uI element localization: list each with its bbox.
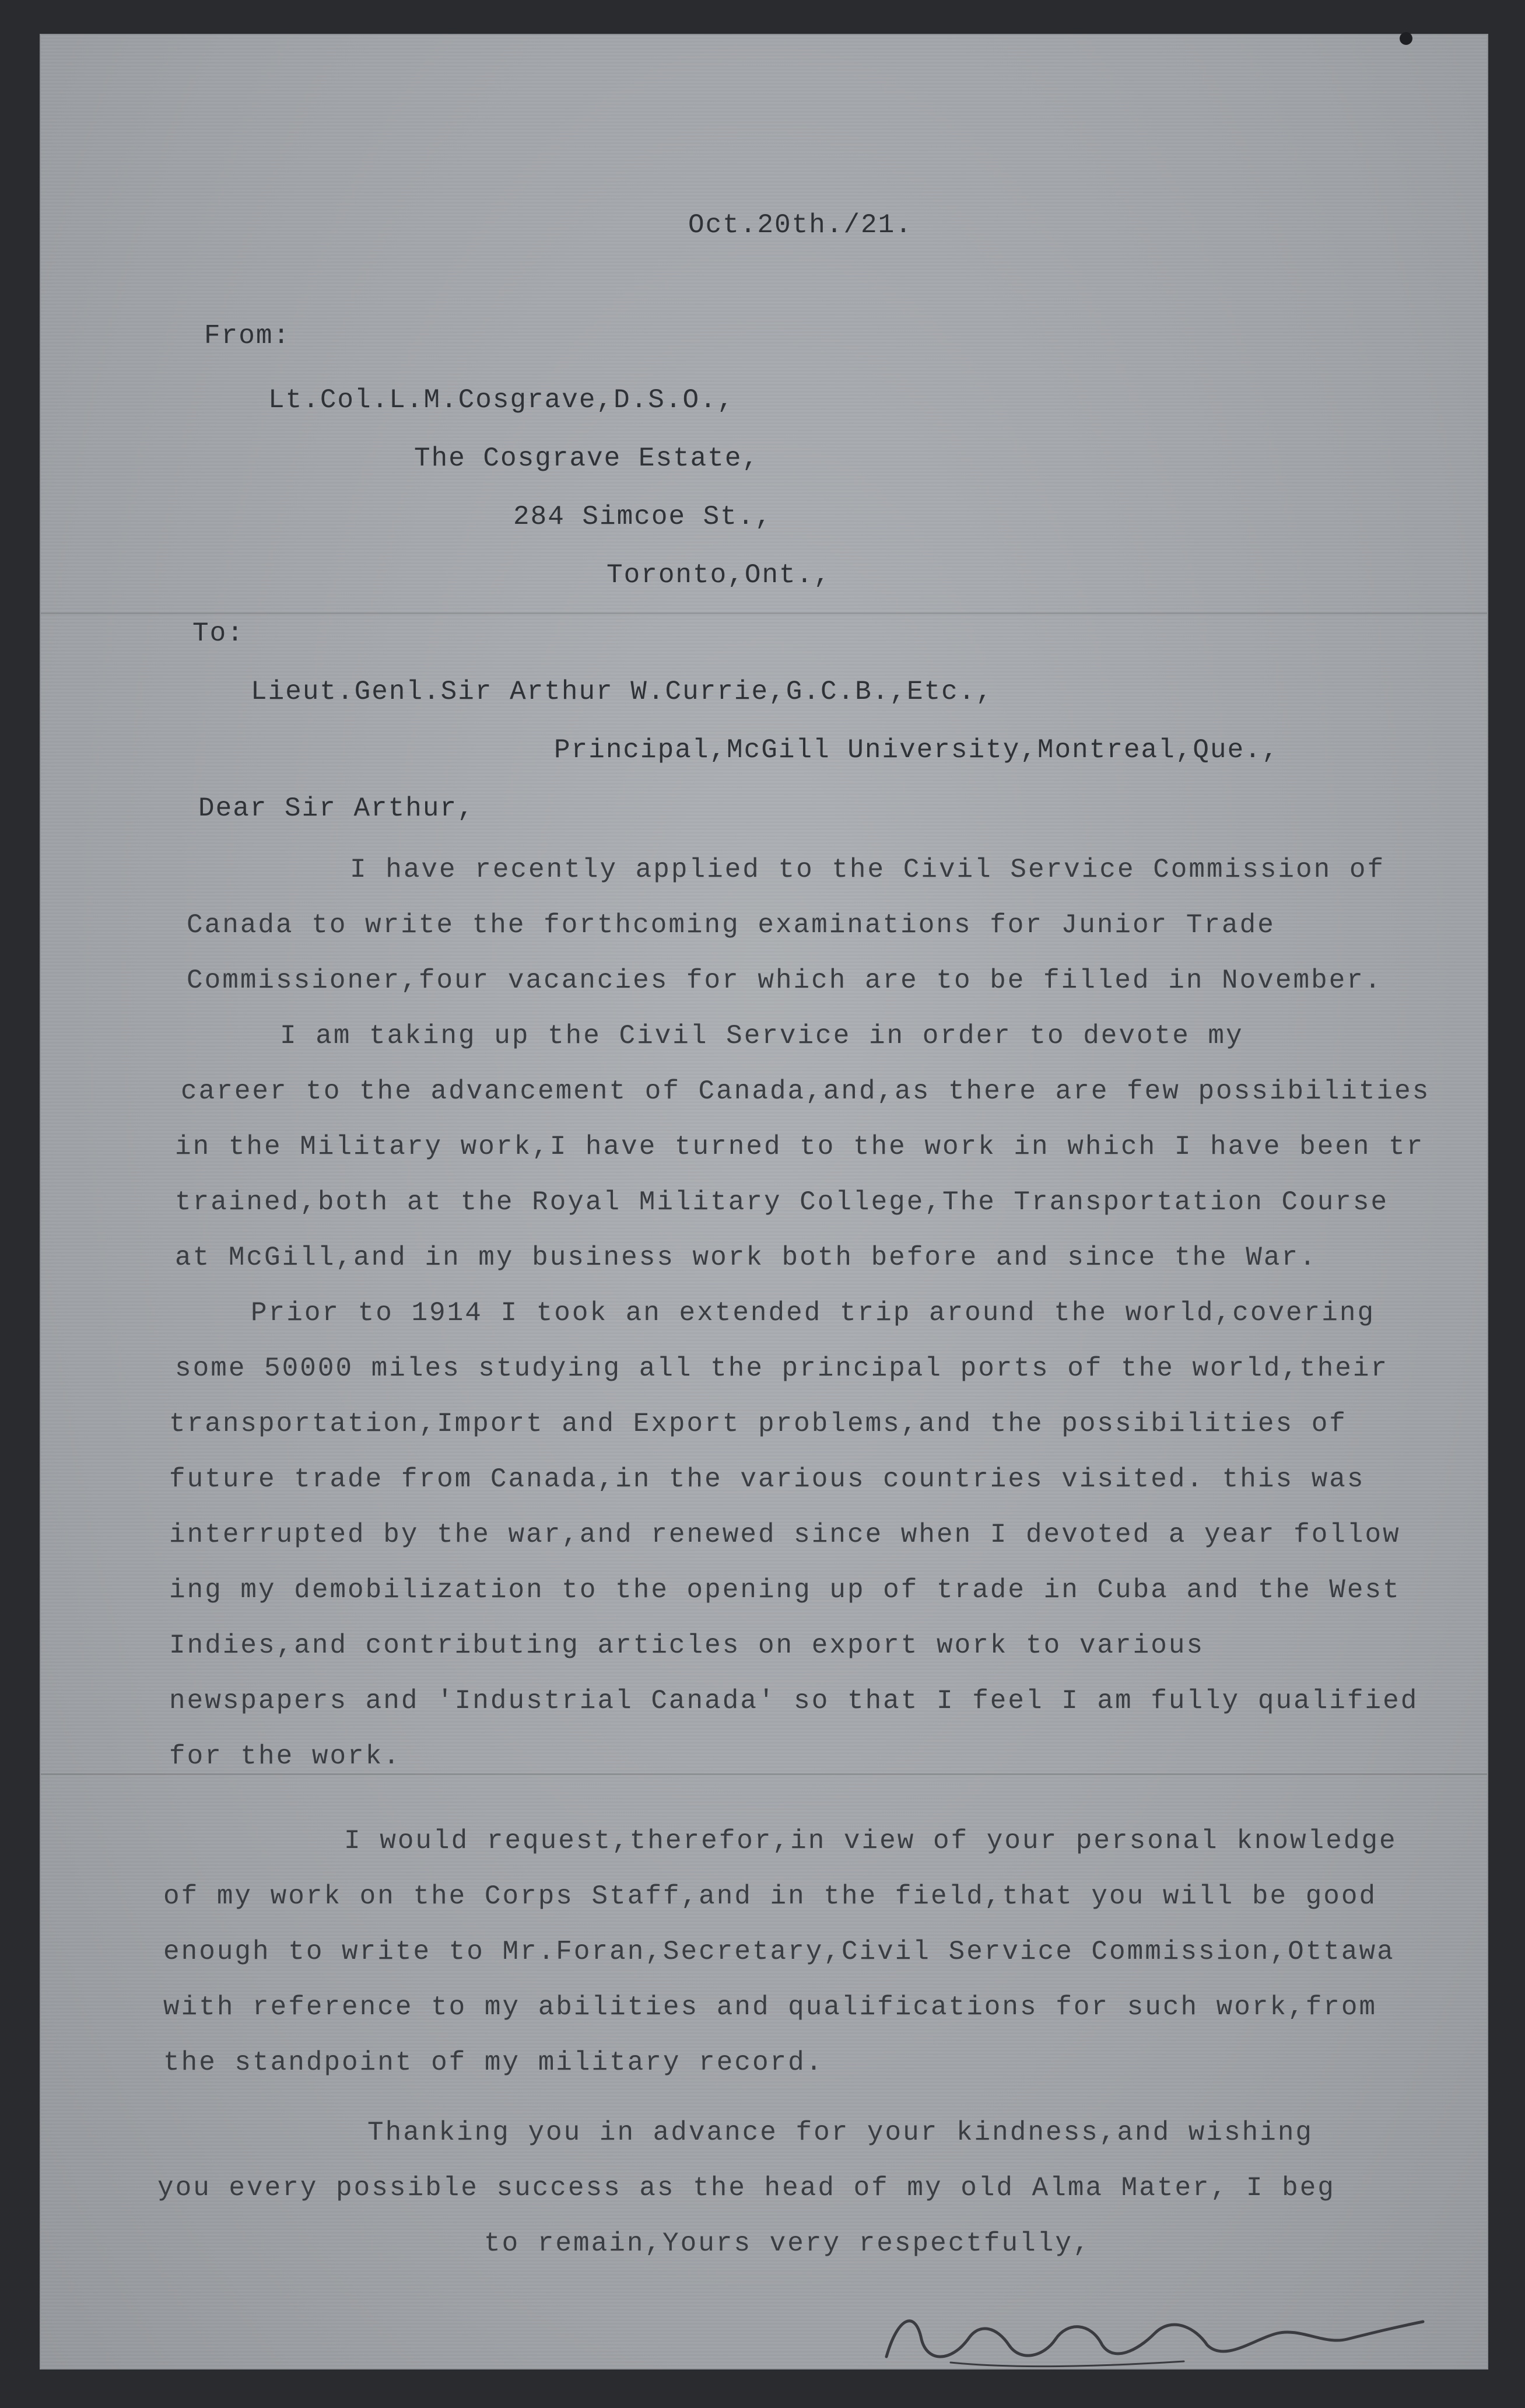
body-line: interrupted by the war,and renewed since when I devoted a year follow <box>169 1520 1401 1550</box>
body-line: ing my demobilization to the opening up of trade in Cuba and the West <box>169 1575 1401 1605</box>
body-line: newspapers and 'Industrial Canada' so that I feel I am fully qualified <box>169 1686 1419 1716</box>
body-line: the standpoint of my military record. <box>163 2048 824 2078</box>
body-line: I have recently applied to the Civil Service Commission of <box>350 855 1386 885</box>
body-line: future trade from Canada,in the various countries visited. this was <box>169 1464 1365 1494</box>
body-line: enough to write to Mr.Foran,Secretary,Civil Service Commission,Ottawa <box>163 1937 1395 1967</box>
from-line: 284 Simcoe St., <box>513 502 773 532</box>
body-line: Thanking you in advance for your kindness,and wishing <box>367 2118 1314 2148</box>
body-line: at McGill,and in my business work both before and since the War. <box>175 1242 1317 1273</box>
body-line: with reference to my abilities and qualifications for such work,from <box>163 1992 1377 2022</box>
from-line: Lt.Col.L.M.Cosgrave,D.S.O., <box>268 385 735 415</box>
letter-page <box>41 35 1487 2368</box>
handwritten-signature <box>881 2304 1464 2374</box>
body-line: of my work on the Corps Staff,and in the field,that you will be good <box>163 1881 1377 1912</box>
from-label: From: <box>204 321 291 351</box>
to-line: Principal,McGill University,Montreal,Que., <box>554 735 1279 765</box>
body-line: for the work. <box>169 1741 401 1772</box>
body-line: transportation,Import and Export problems,and the possibilities of <box>169 1409 1347 1439</box>
body-line: to remain,Yours very respectfully, <box>484 2228 1091 2259</box>
body-line: some 50000 miles studying all the principal ports of the world,their <box>175 1353 1389 1384</box>
from-line: Toronto,Ont., <box>607 560 831 590</box>
body-line: Prior to 1914 I took an extended trip around the world,covering <box>251 1298 1376 1328</box>
body-line: in the Military work,I have turned to the work in which I have been tr <box>175 1132 1425 1162</box>
body-line: you every possible success as the head of my old Alma Mater, I beg <box>157 2173 1335 2203</box>
pin-hole <box>1400 32 1412 45</box>
paper-fold <box>41 1773 1487 1775</box>
body-line: Indies,and contributing articles on export work to various <box>169 1630 1205 1661</box>
salutation: Dear Sir Arthur, <box>198 793 475 824</box>
to-line: Lieut.Genl.Sir Arthur W.Currie,G.C.B.,Etc., <box>251 677 993 707</box>
body-line: Commissioner,four vacancies for which are to be filled in November. <box>187 965 1383 996</box>
to-label: To: <box>192 618 244 649</box>
body-line: career to the advancement of Canada,and,as there are few possibilities <box>181 1076 1431 1107</box>
from-line: The Cosgrave Estate, <box>414 443 760 474</box>
letter-date: Oct.20th./21. <box>688 210 913 240</box>
body-line: I would request,therefor,in view of your personal knowledge <box>344 1826 1397 1856</box>
body-line: I am taking up the Civil Service in order to devote my <box>280 1021 1244 1051</box>
body-line: trained,both at the Royal Military College,The Transportation Course <box>175 1187 1389 1217</box>
paper-fold <box>41 612 1487 614</box>
body-line: Canada to write the forthcoming examinations for Junior Trade <box>187 910 1275 940</box>
